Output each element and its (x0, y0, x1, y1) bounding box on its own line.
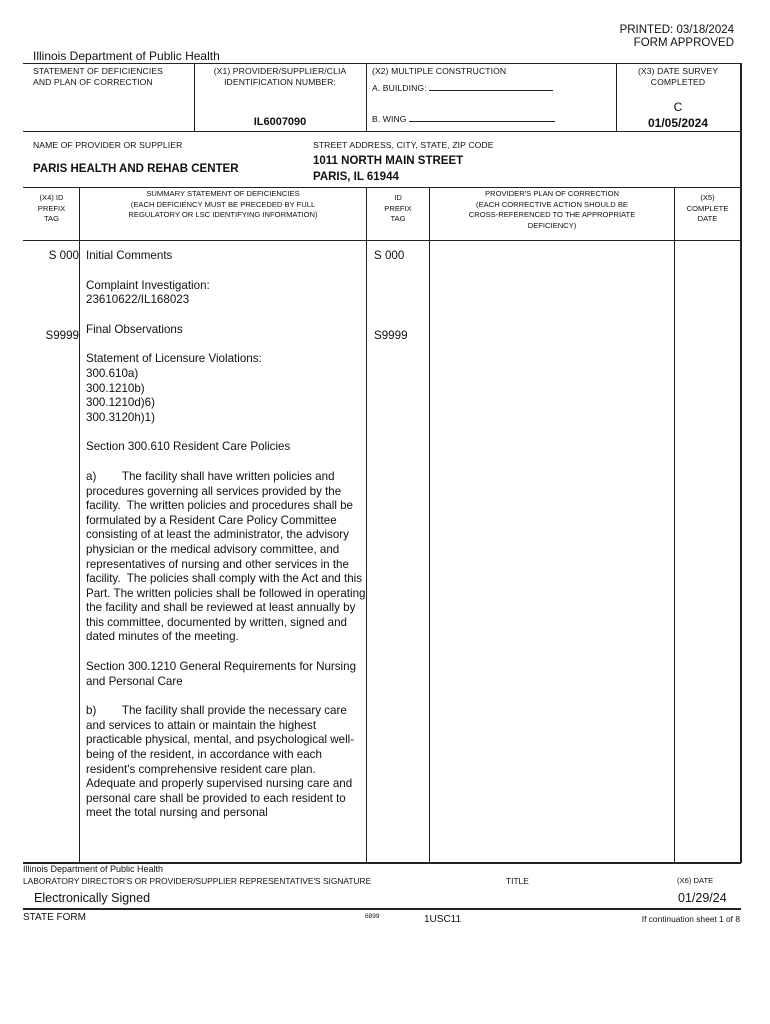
continuation-sheet: If continuation sheet 1 of 8 (641, 914, 740, 924)
state-form-label: STATE FORM (23, 912, 86, 923)
section-300-1210: Section 300.1210 General Requirements for Nursing and Personal Care (86, 660, 357, 688)
wing-field: B. WING (372, 114, 555, 124)
provider-name-label: NAME OF PROVIDER OR SUPPLIER (33, 140, 183, 150)
id-header: ID PREFIX TAG (384, 193, 412, 223)
title-label: TITLE (506, 876, 529, 886)
initial-comments: Initial Comments (86, 249, 173, 262)
x4-header: (X4) ID PREFIX TAG (37, 193, 66, 223)
x1-label: (X1) PROVIDER/SUPPLIER/CLIA IDENTIFICATION NUMBER: (213, 66, 347, 87)
survey-date: 01/05/2024 (647, 116, 709, 130)
agency-name: Illinois Department of Public Health (33, 49, 220, 63)
paragraph-b: b) The facility shall provide the necessary care and services to attain or maintain the highest practicable physical, mental, and psychological well-being of the resident, in accordance with each resident's comprehensive resident care plan. Adequate and properly supervised nursing care and personal care shall be provided to each resident to meet the total nursing and personal (86, 704, 356, 820)
survey-letter: C (673, 100, 683, 114)
summary-header: SUMMARY STATEMENT OF DEFICIENCIES (EACH DEFICIENCY MUST BE PRECEDED BY FULL REGULATORY OR LSC IDENTIFYING INFORMATION) (128, 189, 318, 219)
plan-header: PROVIDER'S PLAN OF CORRECTION (EACH CORRECTIVE ACTION SHOULD BE CROSS-REFERENCED TO THE APPROPRIATE DEFICIENCY) (468, 189, 636, 230)
address-label: STREET ADDRESS, CITY, STATE, ZIP CODE (313, 140, 494, 150)
event-id: 1USC11 (424, 914, 462, 925)
x6-date-label: (X6) DATE (677, 876, 714, 885)
provider-name: PARIS HEALTH AND REHAB CENTER (33, 163, 239, 175)
signature-date: 01/29/24 (678, 891, 727, 905)
electronic-signature: Electronically Signed (34, 891, 151, 905)
address-line-2: PARIS, IL 61944 (313, 171, 399, 183)
printed-date: PRINTED: 03/18/2024 (619, 24, 734, 36)
final-observations: Final Observations (86, 322, 183, 336)
id-tag-s000: S 000 (374, 249, 405, 262)
building-field: A. BUILDING: (372, 83, 553, 93)
address-line-1: 1011 NORTH MAIN STREET (313, 155, 464, 167)
section-300-610: Section 300.610 Resident Care Policies (86, 440, 291, 454)
signature-label: LABORATORY DIRECTOR'S OR PROVIDER/SUPPLIER REPRESENTATIVE'S SIGNATURE (23, 876, 372, 886)
provider-id-number: IL6007090 (253, 116, 307, 128)
statement-label: STATEMENT OF DEFICIENCIES AND PLAN OF CORRECTION (33, 66, 163, 87)
violations-list: Statement of Licensure Violations: 300.610a) 300.1210b) 300.1210d)6) 300.3120h)1) (86, 352, 262, 424)
x2-label: (X2) MULTIPLE CONSTRUCTION (372, 66, 507, 76)
paragraph-a: a) The facility shall have written policies and procedures governing all services provided by the facility. The written policies and procedures shall be formulated by a Resident Care Policy Committee consisting of at least the administrator, the advisory physician or the medical advisory committee, and representatives of nursing and other services in the facility. The policies shall comply with the Act and this Part. The written policies shall be followed in operating the facility and shall be reviewed at least annually by this committee, documented by written, signed and dated minutes of the meeting. (86, 469, 369, 644)
complaint-investigation: Complaint Investigation: 23610622/IL168023 (86, 278, 210, 307)
x5-header: (X5) COMPLETE DATE (686, 193, 729, 223)
x3-label: (X3) DATE SURVEY COMPLETED (637, 66, 719, 87)
deficiency-summary (86, 249, 369, 821)
footer-agency: Illinois Department of Public Health (23, 864, 164, 874)
prefix-tag-s000: S 000 (48, 249, 79, 262)
form-approved: FORM APPROVED (633, 37, 734, 49)
id-tag-s9999: S9999 (374, 329, 408, 342)
form-number: 6899 (365, 913, 380, 920)
prefix-tag-s9999: S9999 (45, 329, 79, 342)
